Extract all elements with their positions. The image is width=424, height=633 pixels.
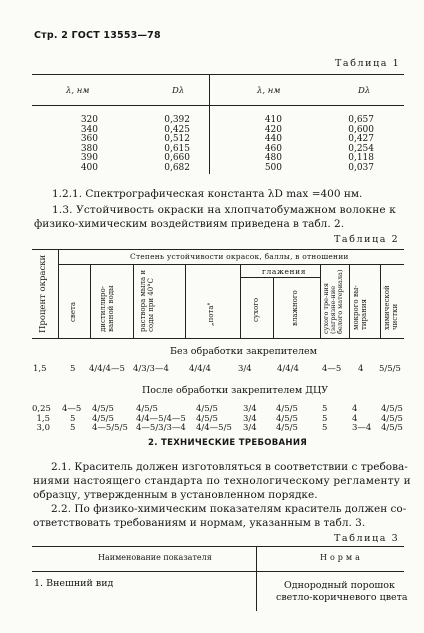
table3-caption: Таблица 3	[334, 533, 400, 544]
t2-r1-percent: 1,5	[33, 364, 47, 374]
t2-head-chem: химической чистки	[383, 285, 399, 330]
t2-head-light: света	[69, 301, 77, 322]
table2-group-header: Степень устойчивости окрасок, баллы, в отношении	[130, 252, 349, 261]
table1-top-rule	[32, 74, 404, 75]
table1-col-d-left: 0,392 0,425 0,512 0,615 0,660 0,682	[164, 115, 190, 173]
table1-head-lambda-right: λ, нм	[257, 86, 281, 96]
t2-r2-soda: 4/5/5 4/4—5/4—5 4—5/3/3—4	[136, 404, 186, 434]
t2-r2-light: 4—5 5 5	[62, 404, 82, 434]
table3-divider	[256, 546, 257, 611]
table2-subgroup-header: глажения	[262, 267, 307, 276]
t2-vline	[273, 277, 274, 338]
table2-caption: Таблица 2	[334, 234, 400, 245]
table1-head-d-right: Dλ	[358, 86, 371, 96]
t2-vline	[58, 249, 59, 338]
t2-head-dry: сухого	[252, 297, 260, 322]
t2-vline	[240, 264, 241, 338]
t2-r2-chem: 4/5/5 4/5/5 4/5/5	[381, 404, 403, 434]
t2-head-distilled: дистиллиро-ванной воды	[99, 285, 115, 332]
table3-row1-norm-line1: Однородный порошок	[284, 580, 395, 591]
t2-r1-dry: 3/4	[238, 364, 252, 374]
table1-header-rule	[32, 105, 404, 106]
t2-r1-wet-friction: 4	[358, 364, 364, 374]
table1-caption: Таблица 1	[335, 58, 401, 69]
para-2-2-line1: 2.2. По физико-химическим показателям краситель должен со-	[51, 503, 407, 515]
t2-vline	[349, 264, 350, 338]
table2-subgroup-rule	[240, 277, 320, 278]
t2-r1-soda: 4/3/3—4	[133, 364, 169, 374]
t2-r1-chem: 5/5/5	[379, 364, 401, 374]
table3-row1-name: 1. Внешний вид	[34, 578, 114, 589]
para-2-1-line2: ниями настоящего стандарта по технологическому регламенту и	[33, 475, 411, 487]
table3-head-norm: Норма	[320, 553, 363, 562]
table1-head-lambda-left: λ, нм	[66, 86, 90, 96]
t2-r1-dry-friction: 4—5	[322, 364, 342, 374]
t2-r2-sweat: 4/5/5 4/5/5 4/4—5/5	[196, 404, 232, 434]
t2-head-wet: влажного	[291, 290, 299, 326]
t2-r2-dry: 3/4 3/4 3/4	[243, 404, 257, 434]
t2-r2-dry-friction: 5 5 5	[322, 404, 328, 434]
t2-r2-percent: 0,25 1,5 3,0	[32, 404, 51, 434]
t2-r2-wet: 4/5/5 4/5/5 4/5/5	[276, 404, 298, 434]
para-1-3-line1: 1.3. Устойчивость окраски на хлопчатобумажном волокне к	[52, 204, 396, 216]
table1-col-lambda-right: 410 420 440 460 480 500	[264, 115, 282, 173]
t2-r1-sweat: 4/4/4	[189, 364, 211, 374]
t2-vline	[185, 264, 186, 338]
page-header: Стр. 2 ГОСТ 13553—78	[34, 30, 161, 41]
table2-group-rule	[58, 264, 404, 265]
section-title: 2. ТЕХНИЧЕСКИЕ ТРЕБОВАНИЯ	[148, 438, 308, 448]
t2-r1-wet: 4/4/4	[277, 364, 299, 374]
t2-vline	[90, 264, 91, 338]
table2-top-rule	[32, 249, 404, 250]
para-1-2-1: 1.2.1. Спектрографическая константа λD max =400 нм.	[52, 188, 363, 200]
para-2-1-line1: 2.1. Краситель должен изготовляться в соответствии с требова-	[51, 461, 408, 473]
t2-vline	[320, 264, 321, 338]
table3-header-rule	[32, 571, 404, 572]
table1-col-d-right: 0,657 0,600 0,427 0,254 0,118 0,037	[348, 115, 374, 173]
t2-head-sweat: „пота"	[207, 302, 215, 326]
table2-section1: Без обработки закрепителем	[170, 346, 318, 357]
t2-head-dry-friction: сухого тре-ния (загрязне-ние белого материала)	[322, 269, 344, 334]
para-2-1-line3: образцу, утвержденным в установленном порядке.	[33, 489, 318, 501]
table1-col-lambda-left: 320 340 360 380 390 400	[80, 115, 98, 173]
table3-row1-norm-line2: светло-коричневого цвета	[276, 592, 408, 603]
table1-head-d-left: Dλ	[172, 86, 185, 96]
table2-header-rule	[32, 338, 404, 339]
t2-r1-distilled: 4/4/4—5	[89, 364, 125, 374]
t2-r2-wet-friction: 4 4 3—4	[352, 404, 372, 434]
t2-r1-light: 5	[70, 364, 76, 374]
table3-top-rule	[32, 546, 404, 547]
table3-head-name: Наименование показателя	[98, 553, 212, 562]
t2-vline	[380, 264, 381, 338]
table1-divider	[209, 74, 210, 174]
t2-head-percent: Процент окраски	[38, 254, 48, 333]
t2-head-soda: раствора мыла и соды при 40°С	[139, 269, 155, 332]
table2-section2: После обработки закрепителем ДЦУ	[142, 385, 329, 396]
para-2-2-line2: ответствовать требованиям и нормам, указанным в табл. 3.	[33, 517, 366, 529]
t2-r2-distilled: 4/5/5 4/5/5 4—5/5/5	[92, 404, 128, 434]
t2-head-wet-friction: мокрого вы-тирания	[352, 285, 368, 330]
t2-vline	[133, 264, 134, 338]
para-1-3-line2: физико-химическим воздействиям приведена в табл. 2.	[34, 218, 345, 230]
